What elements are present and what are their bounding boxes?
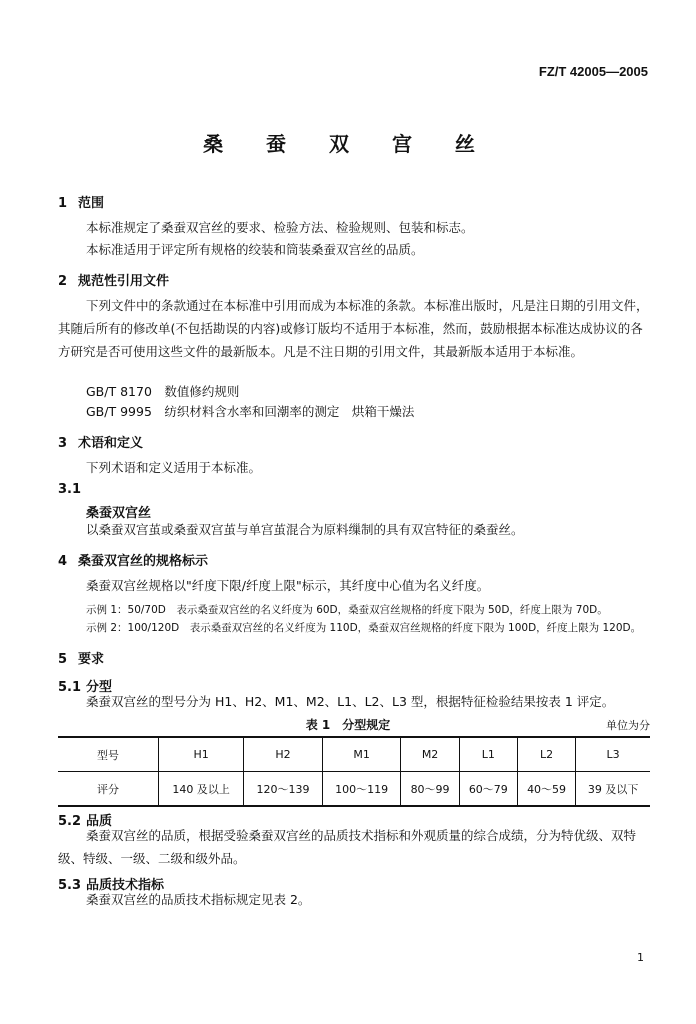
subsection-number: 5.3 [58, 878, 82, 893]
table-cell: 100～119 [322, 772, 401, 807]
paragraph: 桑蚕双宫丝的型号分为 H1、H2、M1、M2、L1、L2、L3 型，根据特征检验结果按表 1 评定。 [86, 694, 615, 709]
table-cell: H1 [159, 737, 244, 772]
paragraph: 桑蚕双宫丝规格以"纤度下限/纤度上限"标示，其纤度中心值为名义纤度。 [86, 578, 490, 593]
term-title: 桑蚕双宫丝 [86, 506, 152, 521]
subsection-title: 品质 [86, 814, 113, 829]
section-number: 4 [58, 554, 68, 569]
page-number: 1 [637, 951, 644, 964]
section-title: 桑蚕双宫丝的规格标示 [78, 554, 209, 569]
section-3-heading [58, 432, 143, 451]
paragraph: 桑蚕双宫丝的品质，根据受验桑蚕双宫丝的品质技术指标和外观质量的综合成绩，分为特优级、双特级、特级、一级、二级和级外品。 [58, 828, 637, 866]
document-title: 桑 蚕 双 宫 丝 [203, 132, 493, 156]
reference-item: GB/T 8170 数值修约规则 [86, 384, 240, 399]
table-unit: 单位为分 [606, 719, 650, 732]
table-cell: 评分 [58, 772, 159, 807]
table-cell: 60～79 [459, 772, 517, 807]
paragraph: 下列术语和定义适用于本标准。 [86, 460, 262, 475]
section-title: 要求 [78, 652, 105, 667]
reference-item: GB/T 9995 纺织材料含水率和回潮率的测定 烘箱干燥法 [86, 404, 415, 419]
subsection-title: 品质技术指标 [86, 878, 165, 893]
paragraph: 本标准规定了桑蚕双宫丝的要求、检验方法、检验规则、包装和标志。 [86, 220, 474, 235]
standard-number: FZ/T 42005—2005 [538, 64, 648, 79]
example-2: 示例 2：100/120D 表示桑蚕双宫丝的名义纤度为 110D，桑蚕双宫丝规格的纤度下限为 100D，纤度上限为 120D。 [86, 622, 642, 634]
table-cell: 型号 [58, 737, 159, 772]
table-1 [58, 736, 650, 807]
section-number: 5 [58, 652, 68, 667]
table-cell: 80～99 [401, 772, 459, 807]
table-row [58, 737, 650, 772]
table-cell: M1 [322, 737, 401, 772]
section-number: 1 [58, 196, 68, 211]
paragraph: 本标准适用于评定所有规格的绞装和筒装桑蚕双宫丝的品质。 [86, 242, 424, 257]
section-number: 2 [58, 274, 68, 289]
section-4-heading [58, 550, 208, 569]
table-cell: 140 及以上 [159, 772, 244, 807]
paragraph: 桑蚕双宫丝的品质技术指标规定见表 2。 [86, 892, 311, 907]
table-caption: 表 1 分型规定 [305, 718, 391, 732]
subsection-number: 5.1 [58, 680, 82, 695]
table-cell: H2 [244, 737, 323, 772]
table-row [58, 772, 650, 807]
paragraph: 下列文件中的条款通过在本标准中引用而成为本标准的条款。本标准出版时，凡是注日期的引用文件，其随后所有的修改单(不包括勘误的内容)或修订版均不适用于本标准，然而，鼓励根据本标准达成协议的各方研究是否可使用这些文件的最新版本。凡是不注日期的引用文件，其最新版本适用于本标准。 [58, 298, 649, 359]
table-cell: 39 及以下 [576, 772, 650, 807]
table-cell: 40～59 [517, 772, 575, 807]
section-2-heading [58, 270, 169, 289]
table-cell: M2 [401, 737, 459, 772]
section-number: 3 [58, 436, 68, 451]
subsection-title: 分型 [86, 680, 113, 695]
table-cell: L3 [576, 737, 650, 772]
section-title: 规范性引用文件 [78, 274, 170, 289]
example-1: 示例 1：50/70D 表示桑蚕双宫丝的名义纤度为 60D，桑蚕双宫丝规格的纤度下限为 50D，纤度上限为 70D。 [86, 604, 608, 616]
section-title: 术语和定义 [78, 436, 144, 451]
section-1-heading [58, 192, 104, 211]
term-definition: 以桑蚕双宫茧或桑蚕双宫茧与单宫茧混合为原料缫制的具有双宫特征的桑蚕丝。 [86, 522, 524, 537]
section-5-heading [58, 648, 104, 667]
table-cell: L2 [517, 737, 575, 772]
section-title: 范围 [78, 196, 105, 211]
table-cell: L1 [459, 737, 517, 772]
subsection-number: 3.1 [58, 482, 82, 497]
table-cell: 120～139 [244, 772, 323, 807]
subsection-number: 5.2 [58, 814, 82, 829]
